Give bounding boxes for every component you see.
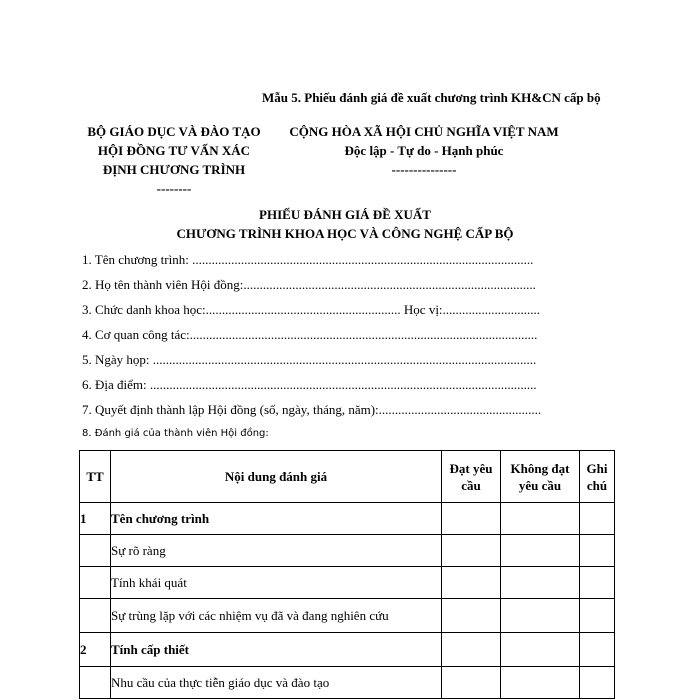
note-cell[interactable] (580, 599, 615, 633)
field-member-name[interactable]: 2. Họ tên thành viên Hội đồng:.......................................................................................... (82, 277, 536, 292)
table-row (80, 503, 615, 535)
national-motto: Độc lập - Tự do - Hạnh phúc (344, 143, 504, 158)
note-cell[interactable] (580, 503, 615, 535)
form-title-line2: CHƯƠNG TRÌNH KHOA HỌC VÀ CÔNG NGHỆ CẤP BỘ (176, 226, 514, 241)
table-row (80, 667, 615, 699)
row-tt: 1 (80, 503, 111, 535)
form-title-line1: PHIẾU ĐÁNH GIÁ ĐỀ XUẤT (259, 207, 431, 222)
row-tt (80, 567, 111, 599)
field-academic-title[interactable]: 3. Chức danh khoa học:............................................................ Học vị:.............................. (82, 302, 541, 317)
row-content: Sự rõ ràng (111, 535, 442, 567)
row-content: Sự trùng lặp với các nhiệm vụ đã và đang nghiên cứu (111, 599, 442, 633)
note-cell[interactable] (580, 633, 615, 667)
pass-cell[interactable] (442, 667, 501, 699)
field-location[interactable]: 6. Địa điểm: ....................................................................................................................... (82, 377, 537, 392)
header-note-line1: Ghi (586, 460, 608, 476)
pass-cell[interactable] (442, 599, 501, 633)
council-name-line2: ĐỊNH CHƯƠNG TRÌNH (102, 162, 246, 177)
field-workplace[interactable]: 4. Cơ quan công tác:........................................................................................................... (82, 327, 538, 342)
fail-cell[interactable] (501, 567, 580, 599)
national-title: CỘNG HÒA XÃ HỘI CHỦ NGHĨA VIỆT NAM (289, 124, 559, 139)
form-code: Mẫu 5. Phiếu đánh giá đề xuất chương trình KH&CN cấp bộ (262, 90, 601, 105)
fail-cell[interactable] (501, 535, 580, 567)
row-tt (80, 667, 111, 699)
pass-cell[interactable] (442, 535, 501, 567)
ministry-header (80, 122, 268, 198)
fail-cell[interactable] (501, 599, 580, 633)
row-tt (80, 535, 111, 567)
header-pass-line1: Đạt yêu (449, 460, 493, 476)
field-evaluation-heading: 8. Đánh giá của thành viên Hội đồng: (82, 428, 269, 439)
header-pass-line2: cầu (461, 477, 481, 493)
row-content: Nhu cầu của thực tiễn giáo dục và đào tạo (111, 667, 442, 699)
header-tt: TT (80, 451, 111, 503)
pass-cell[interactable] (442, 567, 501, 599)
fail-cell[interactable] (501, 667, 580, 699)
note-cell[interactable] (580, 535, 615, 567)
header-pass (442, 451, 501, 503)
header-note (580, 451, 615, 503)
header-content: Nội dung đánh giá (111, 451, 442, 503)
row-tt (80, 599, 111, 633)
table-row (80, 633, 615, 667)
row-content: Tên chương trình (111, 503, 442, 535)
fail-cell[interactable] (501, 503, 580, 535)
national-header (278, 122, 570, 179)
row-content: Tính khái quát (111, 567, 442, 599)
row-tt: 2 (80, 633, 111, 667)
evaluation-table (79, 450, 615, 699)
table-row (80, 535, 615, 567)
header-fail (501, 451, 580, 503)
fail-cell[interactable] (501, 633, 580, 667)
note-cell[interactable] (580, 667, 615, 699)
field-program-name[interactable]: 1. Tên chương trình: ......................................................................................................... (82, 252, 534, 267)
ministry-name: BỘ GIÁO DỤC VÀ ĐÀO TẠO (87, 124, 261, 139)
table-row (80, 567, 615, 599)
national-divider: --------------- (391, 162, 457, 177)
field-meeting-date[interactable]: 5. Ngày họp: ...................................................................................................................... (82, 352, 537, 367)
pass-cell[interactable] (442, 633, 501, 667)
table-header-row (80, 451, 615, 503)
table-row (80, 599, 615, 633)
field-decision[interactable]: 7. Quyết định thành lập Hội đồng (số, ngày, tháng, năm):.................................................. (82, 402, 542, 417)
pass-cell[interactable] (442, 503, 501, 535)
header-fail-line1: Không đạt (510, 460, 570, 476)
ministry-divider: -------- (156, 181, 192, 196)
header-note-line2: chú (586, 477, 608, 493)
row-content: Tính cấp thiết (111, 633, 442, 667)
note-cell[interactable] (580, 567, 615, 599)
council-name-line1: HỘI ĐỒNG TƯ VẤN XÁC (97, 143, 251, 158)
header-fail-line2: yêu cầu (518, 477, 562, 493)
